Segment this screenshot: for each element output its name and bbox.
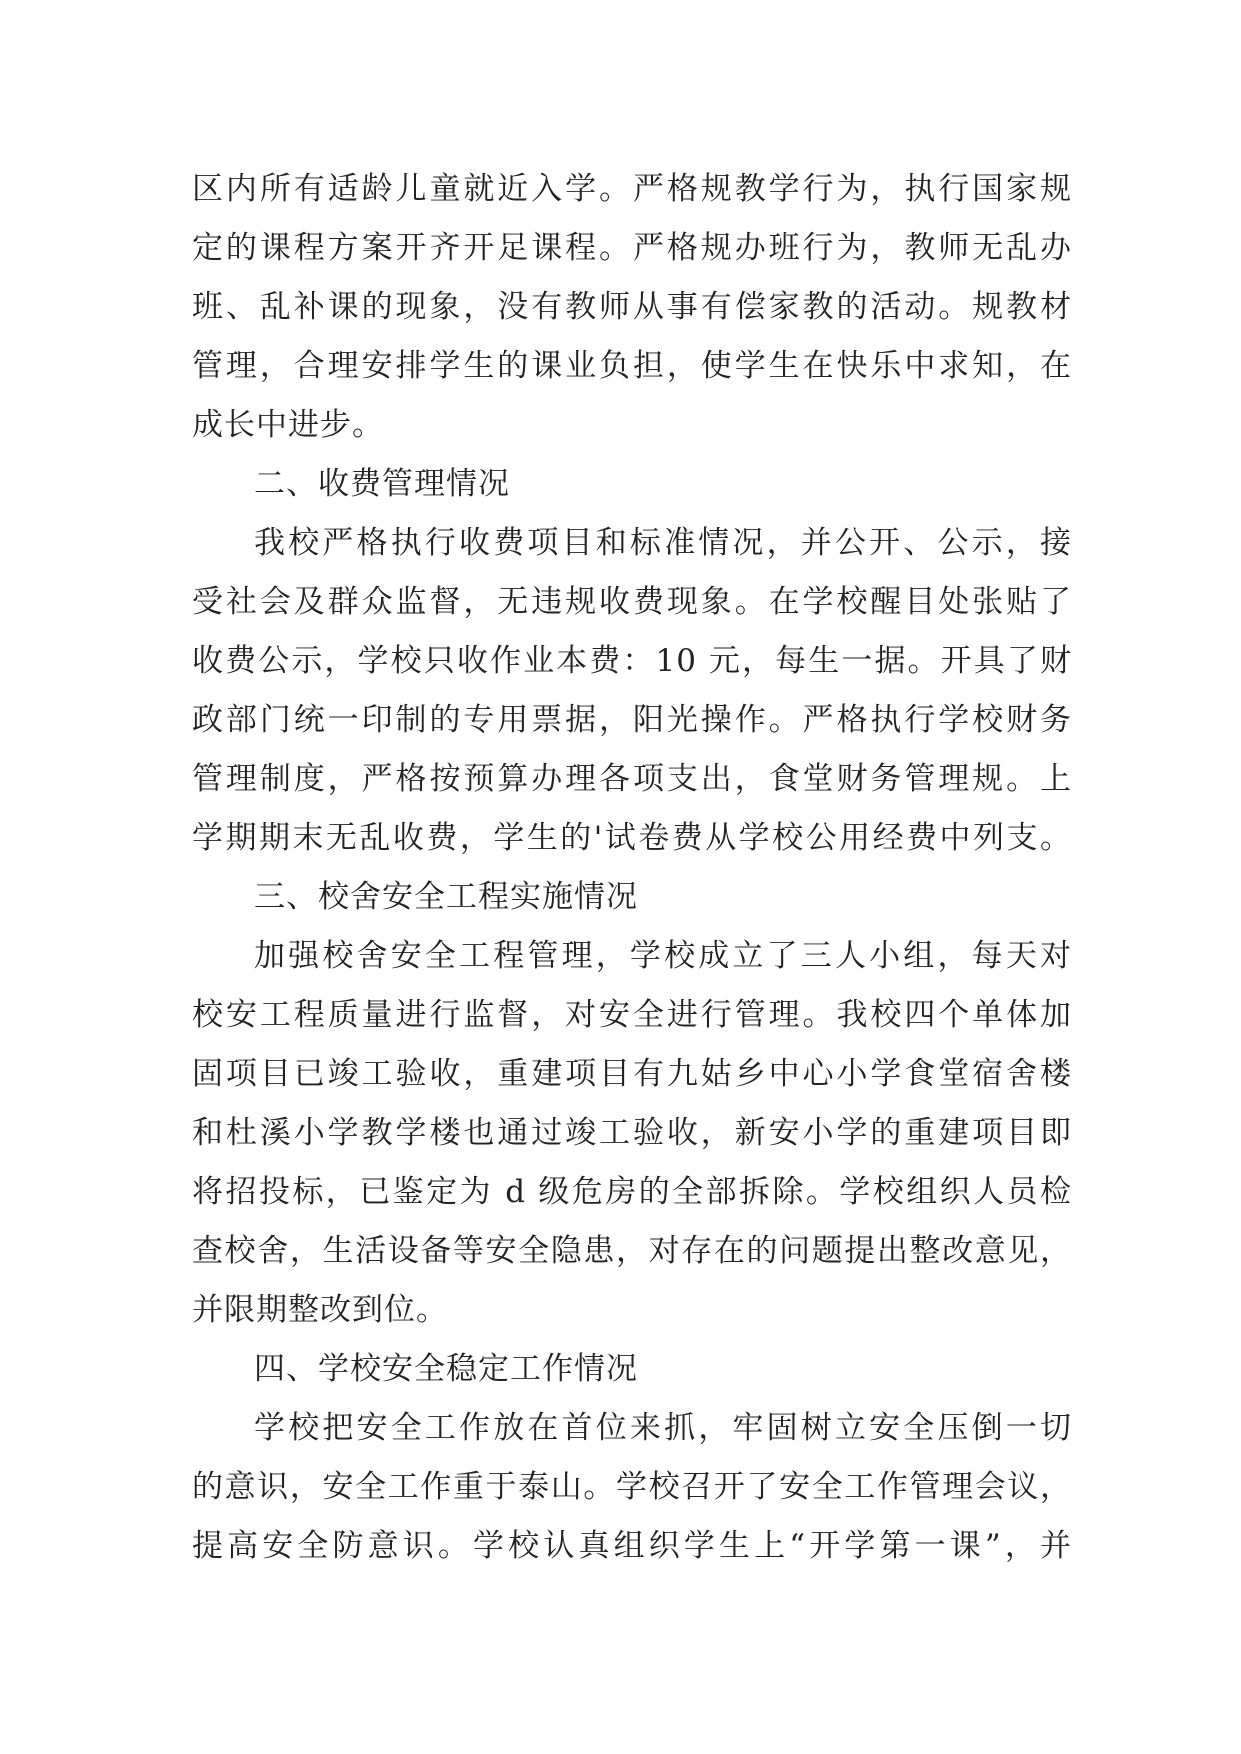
section-heading-building-safety: 三、校舍安全工程实施情况	[254, 879, 638, 915]
paragraph-line: 成长中进步。	[192, 407, 384, 443]
paragraph-line: 受社会及群众监督，无违规收费现象。在学校醒目处张贴了	[192, 584, 1072, 620]
paragraph-line: 管理制度，严格按预算办理各项支出，食堂财务管理规。上	[192, 761, 1072, 797]
paragraph-line: 管理，合理安排学生的课业负担，使学生在快乐中求知，在	[192, 348, 1072, 384]
paragraph-line: 政部门统一印制的专用票据，阳光操作。严格执行学校财务	[192, 702, 1072, 738]
paragraph-line: 并限期整改到位。	[192, 1292, 448, 1328]
paragraph-line: 固项目已竣工验收，重建项目有九姑乡中心小学食堂宿舍楼	[192, 1056, 1072, 1092]
paragraph-line: 查校舍，生活设备等安全隐患，对存在的问题提出整改意见，	[192, 1233, 1072, 1269]
paragraph-line: 我校严格执行收费项目和标准情况，并公开、公示，接	[254, 525, 1072, 561]
section-heading-fees: 二、收费管理情况	[254, 466, 510, 502]
paragraph-line: 校安工程质量进行监督，对安全进行管理。我校四个单体加	[192, 997, 1072, 1033]
paragraph-line: 和杜溪小学教学楼也通过竣工验收，新安小学的重建项目即	[192, 1115, 1072, 1151]
paragraph-line: 学期期末无乱收费，学生的'试卷费从学校公用经费中列支。	[192, 820, 1072, 856]
paragraph-line: 收费公示，学校只收作业本费：10 元，每生一据。开具了财	[192, 643, 1072, 679]
paragraph-line: 区内所有适龄儿童就近入学。严格规教学行为，执行国家规	[192, 171, 1072, 207]
paragraph-line: 将招投标，已鉴定为 d 级危房的全部拆除。学校组织人员检	[192, 1174, 1072, 1210]
paragraph-line: 的意识，安全工作重于泰山。学校召开了安全工作管理会议，	[192, 1469, 1072, 1505]
paragraph-line: 定的课程方案开齐开足课程。严格规办班行为，教师无乱办	[192, 230, 1072, 266]
paragraph-line: 提高安全防意识。学校认真组织学生上“开学第一课”，并	[192, 1528, 1072, 1564]
paragraph-line: 学校把安全工作放在首位来抓，牢固树立安全压倒一切	[254, 1410, 1072, 1446]
paragraph-line: 班、乱补课的现象，没有教师从事有偿家教的活动。规教材	[192, 289, 1072, 325]
document-body	[192, 160, 1072, 1576]
paragraph-line: 加强校舍安全工程管理，学校成立了三人小组，每天对	[254, 938, 1072, 974]
section-heading-safety-stability: 四、学校安全稳定工作情况	[254, 1351, 638, 1387]
